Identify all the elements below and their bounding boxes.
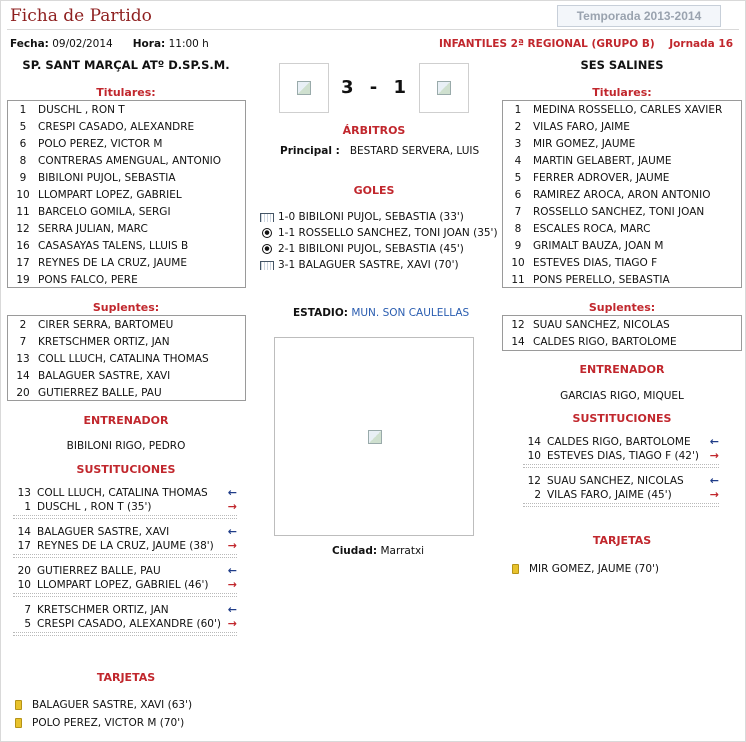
player-row[interactable] [8, 187, 245, 204]
goal-scorer[interactable]: BIBILONI PUJOL, SEBASTIA (33') [298, 211, 464, 223]
player-row[interactable] [8, 334, 245, 351]
home-substitutions-title: SUSTITUCIONES [76, 463, 176, 476]
player-number: 1 [514, 104, 522, 116]
goal-row[interactable] [259, 225, 498, 241]
player-name[interactable]: PONS PERELLO, SEBASTIA [533, 274, 670, 286]
referee-principal [280, 145, 479, 157]
player-row[interactable] [503, 187, 741, 204]
sub-in-number: 20 [17, 565, 31, 577]
round-number: Jornada 16 [669, 38, 733, 50]
player-row[interactable] [8, 102, 245, 119]
player-number: 16 [16, 240, 30, 252]
home-coach-title: ENTRENADOR [83, 414, 169, 427]
player-row[interactable] [8, 272, 245, 289]
arrow-left-icon: ← [709, 435, 719, 448]
sub-in-number: 12 [527, 475, 541, 487]
away-substitutions-list [523, 435, 719, 513]
dotted-separator [13, 515, 237, 519]
sub-out-name[interactable]: REYNES DE LA CRUZ, JAUME (38') [37, 540, 214, 552]
player-number: 8 [19, 155, 27, 167]
goals-list [259, 209, 498, 273]
sub-out-number: 10 [17, 579, 31, 591]
player-name[interactable]: MARTIN GELABERT, JAUME [533, 155, 672, 167]
soccer-ball-icon [259, 241, 275, 257]
player-row[interactable] [8, 351, 245, 368]
sub-in-row[interactable] [13, 603, 237, 617]
goal-score: 2-1 [278, 243, 296, 255]
away-coach-name: GARCIAS RIGO, MIQUEL [560, 390, 684, 402]
player-row[interactable] [503, 238, 741, 255]
sub-in-number: 14 [527, 436, 541, 448]
player-number: 14 [511, 336, 525, 348]
arrow-right-icon: → [227, 578, 237, 591]
substitution-item [523, 474, 719, 507]
home-team-name[interactable]: SP. SANT MARÇAL ATº D.SP.S.M. [22, 58, 230, 72]
player-name[interactable]: DUSCHL , RON T [38, 104, 125, 116]
sub-in-name[interactable]: COLL LLUCH, CATALINA THOMAS [37, 487, 208, 499]
sub-in-number: 13 [17, 487, 31, 499]
player-number: 1 [19, 104, 27, 116]
home-starters-list [7, 100, 246, 288]
dotted-separator [13, 554, 237, 558]
goal-net-icon [259, 257, 275, 273]
player-name[interactable]: POLO PEREZ, VICTOR M [38, 138, 163, 150]
sub-out-row[interactable] [13, 617, 237, 631]
player-number: 6 [514, 189, 522, 201]
player-number: 2 [19, 319, 27, 331]
player-number: 5 [19, 121, 27, 133]
yellow-card-icon [15, 718, 22, 728]
card-row[interactable] [512, 563, 659, 575]
substitution-item [13, 564, 237, 597]
player-name[interactable]: RAMIREZ AROCA, ARON ANTONIO [533, 189, 711, 201]
player-row[interactable] [8, 153, 245, 170]
sub-out-number: 17 [17, 540, 31, 552]
sub-in-number: 14 [17, 526, 31, 538]
player-number: 19 [16, 274, 30, 286]
match-score [334, 77, 414, 98]
match-time: 11:00 h [168, 38, 209, 50]
player-row[interactable] [503, 153, 741, 170]
player-row[interactable] [8, 317, 245, 334]
player-number: 13 [16, 353, 30, 365]
player-name[interactable]: BIBILONI PUJOL, SEBASTIA [38, 172, 176, 184]
arrow-left-icon: ← [227, 564, 237, 577]
referees-title: ÁRBITROS [342, 124, 406, 137]
player-number: 20 [16, 387, 30, 399]
player-name[interactable]: ESTEVES DIAS, TIAGO F [533, 257, 658, 269]
player-number: 6 [19, 138, 27, 150]
card-player-name[interactable]: BALAGUER SASTRE, XAVI (63') [32, 699, 193, 711]
city-label: Ciudad: [332, 545, 378, 557]
player-number: 2 [514, 121, 522, 133]
player-number: 10 [511, 257, 525, 269]
goal-net-icon [259, 209, 275, 225]
home-score: 3 [340, 77, 355, 98]
player-number: 14 [16, 370, 30, 382]
player-number: 17 [16, 257, 30, 269]
player-row[interactable] [503, 221, 741, 238]
player-name[interactable]: CASASAYAS TALENS, LLUIS B [38, 240, 189, 252]
player-row[interactable] [8, 136, 245, 153]
player-row[interactable] [503, 170, 741, 187]
player-number: 10 [16, 189, 30, 201]
sub-out-name[interactable]: ESTEVES DIAS, TIAGO F (42') [547, 450, 699, 462]
stadium-link[interactable]: MUN. SON CAULELLAS [351, 307, 470, 319]
dotted-separator [13, 593, 237, 597]
player-number: 5 [514, 172, 522, 184]
card-player-name[interactable]: MIR GOMEZ, JAUME (70') [529, 563, 660, 575]
goal-row[interactable] [259, 241, 498, 257]
player-name[interactable]: GUTIERREZ BALLE, PAU [38, 387, 162, 399]
time-label: Hora: [132, 38, 166, 50]
sub-in-row[interactable] [523, 435, 719, 449]
home-substitutions-list [13, 486, 237, 642]
player-row[interactable] [503, 255, 741, 272]
player-name[interactable]: CALDES RIGO, BARTOLOME [533, 336, 677, 348]
sub-in-row[interactable] [13, 486, 237, 500]
player-row[interactable] [8, 368, 245, 385]
goal-scorer[interactable]: ROSSELLO SANCHEZ, TONI JOAN (35') [298, 227, 498, 239]
player-name[interactable]: LLOMPART LOPEZ, GABRIEL [38, 189, 182, 201]
player-number: 11 [16, 206, 30, 218]
sub-out-name[interactable]: LLOMPART LOPEZ, GABRIEL (46') [37, 579, 209, 591]
arrow-right-icon: → [227, 539, 237, 552]
player-row[interactable] [8, 255, 245, 272]
sub-in-name[interactable]: GUTIERREZ BALLE, PAU [37, 565, 161, 577]
sub-out-row[interactable] [13, 578, 237, 592]
yellow-card-icon [512, 564, 519, 574]
home-starters-title: Titulares: [96, 86, 156, 99]
page-title: Ficha de Partido [10, 6, 152, 26]
substitution-item [523, 435, 719, 468]
referee-name: BESTARD SERVERA, LUIS [349, 145, 480, 157]
goal-score: 3-1 [278, 259, 296, 271]
player-name[interactable]: ROSSELLO SANCHEZ, TONI JOAN [533, 206, 705, 218]
match-datetime [10, 38, 209, 50]
player-row[interactable] [503, 272, 741, 289]
sub-in-row[interactable] [13, 525, 237, 539]
goal-scorer[interactable]: BIBILONI PUJOL, SEBASTIA (45') [298, 243, 464, 255]
goal-score: 1-0 [278, 211, 296, 223]
away-coach-title: ENTRENADOR [579, 363, 665, 376]
card-row[interactable] [15, 699, 192, 711]
player-row[interactable] [8, 238, 245, 255]
arrow-left-icon: ← [227, 603, 237, 616]
player-number: 4 [514, 155, 522, 167]
home-coach-name: BIBILONI RIGO, PEDRO [66, 440, 186, 452]
player-name[interactable]: CONTRERAS AMENGUAL, ANTONIO [38, 155, 222, 167]
sub-out-number: 5 [24, 618, 31, 630]
player-name[interactable]: CIRER SERRA, BARTOMEU [38, 319, 174, 331]
arrow-left-icon: ← [227, 486, 237, 499]
match-date: 09/02/2014 [52, 38, 113, 50]
player-row[interactable] [8, 385, 245, 402]
home-cards-title: TARJETAS [96, 671, 156, 684]
player-row[interactable] [503, 334, 741, 351]
player-name[interactable]: BALAGUER SASTRE, XAVI [38, 370, 171, 382]
player-number: 12 [16, 223, 30, 235]
title-divider [7, 29, 739, 30]
broken-image-icon [437, 81, 451, 95]
competition-info [439, 38, 733, 50]
sub-out-row[interactable] [523, 449, 719, 463]
dotted-separator [523, 464, 719, 468]
goal-row[interactable] [259, 209, 498, 225]
sub-out-name[interactable]: VILAS FARO, JAIME (45') [547, 489, 672, 501]
goal-score: 1-1 [278, 227, 296, 239]
away-subs-title: Suplentes: [588, 301, 656, 314]
goals-title: GOLES [353, 184, 395, 197]
player-name[interactable]: GRIMALT BAUZA, JOAN M [533, 240, 664, 252]
player-number: 7 [19, 336, 27, 348]
player-row[interactable] [503, 136, 741, 153]
city-info [332, 545, 424, 557]
goal-scorer[interactable]: BALAGUER SASTRE, XAVI (70') [298, 259, 459, 271]
competition-name[interactable]: INFANTILES 2ª REGIONAL (GRUPO B) [438, 38, 655, 50]
away-team-name[interactable]: SES SALINES [580, 58, 664, 72]
player-row[interactable] [503, 204, 741, 221]
player-name[interactable]: REYNES DE LA CRUZ, JAUME [38, 257, 187, 269]
broken-image-icon [368, 430, 382, 444]
arrow-right-icon: → [227, 500, 237, 513]
score-separator: - [369, 77, 379, 98]
player-number: 8 [514, 223, 522, 235]
arrow-left-icon: ← [709, 474, 719, 487]
arrow-right-icon: → [227, 617, 237, 630]
arrow-left-icon: ← [227, 525, 237, 538]
player-name[interactable]: VILAS FARO, JAIME [533, 121, 630, 133]
dotted-separator [13, 632, 237, 636]
sub-in-number: 7 [24, 604, 31, 616]
player-number: 7 [514, 206, 522, 218]
away-substitutions-title: SUSTITUCIONES [572, 412, 672, 425]
sub-in-name[interactable]: CALDES RIGO, BARTOLOME [547, 436, 691, 448]
player-name[interactable]: MIR GOMEZ, JAUME [533, 138, 636, 150]
soccer-ball-icon [259, 225, 275, 241]
player-name[interactable]: SERRA JULIAN, MARC [38, 223, 148, 235]
away-starters-list [502, 100, 742, 288]
player-name[interactable]: ESCALES ROCA, MARC [533, 223, 651, 235]
player-row[interactable] [8, 221, 245, 238]
sub-out-row[interactable] [523, 488, 719, 502]
player-name[interactable]: KRETSCHMER ORTIZ, JAN [38, 336, 170, 348]
player-row[interactable] [8, 170, 245, 187]
stadium-info [293, 307, 469, 319]
player-name[interactable]: BARCELO GOMILA, SERGI [38, 206, 171, 218]
date-label: Fecha: [10, 38, 49, 50]
sub-out-row[interactable] [13, 500, 237, 514]
referee-role-label: Principal : [280, 145, 340, 157]
home-bench-list [7, 315, 246, 401]
substitution-item [13, 525, 237, 558]
away-cards-title: TARJETAS [592, 534, 652, 547]
arrow-right-icon: → [709, 488, 719, 501]
player-number: 9 [19, 172, 27, 184]
dotted-separator [523, 503, 719, 507]
sub-in-name[interactable]: SUAU SANCHEZ, NICOLAS [547, 475, 684, 487]
yellow-card-icon [15, 700, 22, 710]
stadium-image [274, 337, 474, 536]
sub-in-name[interactable]: KRETSCHMER ORTIZ, JAN [37, 604, 169, 616]
away-bench-list [502, 315, 742, 351]
player-name[interactable]: CRESPI CASADO, ALEXANDRE [38, 121, 195, 133]
sub-out-number: 2 [534, 489, 541, 501]
broken-image-icon [297, 81, 311, 95]
player-row[interactable] [503, 102, 741, 119]
card-row[interactable] [15, 717, 184, 729]
player-name[interactable]: PONS FALCO, PERE [38, 274, 138, 286]
away-score: 1 [393, 77, 408, 98]
arrow-right-icon: → [709, 449, 719, 462]
substitution-item [13, 603, 237, 636]
sub-out-name[interactable]: DUSCHL , RON T (35') [37, 501, 152, 513]
sub-out-number: 1 [24, 501, 31, 513]
sub-out-name[interactable]: CRESPI CASADO, ALEXANDRE (60') [37, 618, 221, 630]
player-row[interactable] [503, 119, 741, 136]
player-number: 3 [514, 138, 522, 150]
player-number: 11 [511, 274, 525, 286]
sub-in-name[interactable]: BALAGUER SASTRE, XAVI [37, 526, 170, 538]
substitution-item [13, 486, 237, 519]
home-subs-title: Suplentes: [92, 301, 160, 314]
sub-in-row[interactable] [523, 474, 719, 488]
away-team-logo[interactable] [419, 63, 469, 113]
player-name[interactable]: COLL LLUCH, CATALINA THOMAS [38, 353, 209, 365]
sub-out-number: 10 [527, 450, 541, 462]
player-number: 9 [514, 240, 522, 252]
player-name[interactable]: FERRER ADROVER, JAUME [533, 172, 670, 184]
stadium-label: ESTADIO: [293, 307, 348, 319]
goal-row[interactable] [259, 257, 498, 273]
season-selector[interactable]: Temporada 2013-2014 [557, 5, 721, 27]
sub-out-row[interactable] [13, 539, 237, 553]
city-name: Marratxi [380, 545, 425, 557]
player-row[interactable] [503, 317, 741, 334]
home-team-logo[interactable] [279, 63, 329, 113]
away-starters-title: Titulares: [592, 86, 652, 99]
player-row[interactable] [8, 119, 245, 136]
player-name[interactable]: SUAU SANCHEZ, NICOLAS [533, 319, 670, 331]
card-player-name[interactable]: POLO PEREZ, VICTOR M (70') [32, 717, 185, 729]
sub-in-row[interactable] [13, 564, 237, 578]
player-number: 12 [511, 319, 525, 331]
player-name[interactable]: MEDINA ROSSELLO, CARLES XAVIER [533, 104, 723, 116]
player-row[interactable] [8, 204, 245, 221]
